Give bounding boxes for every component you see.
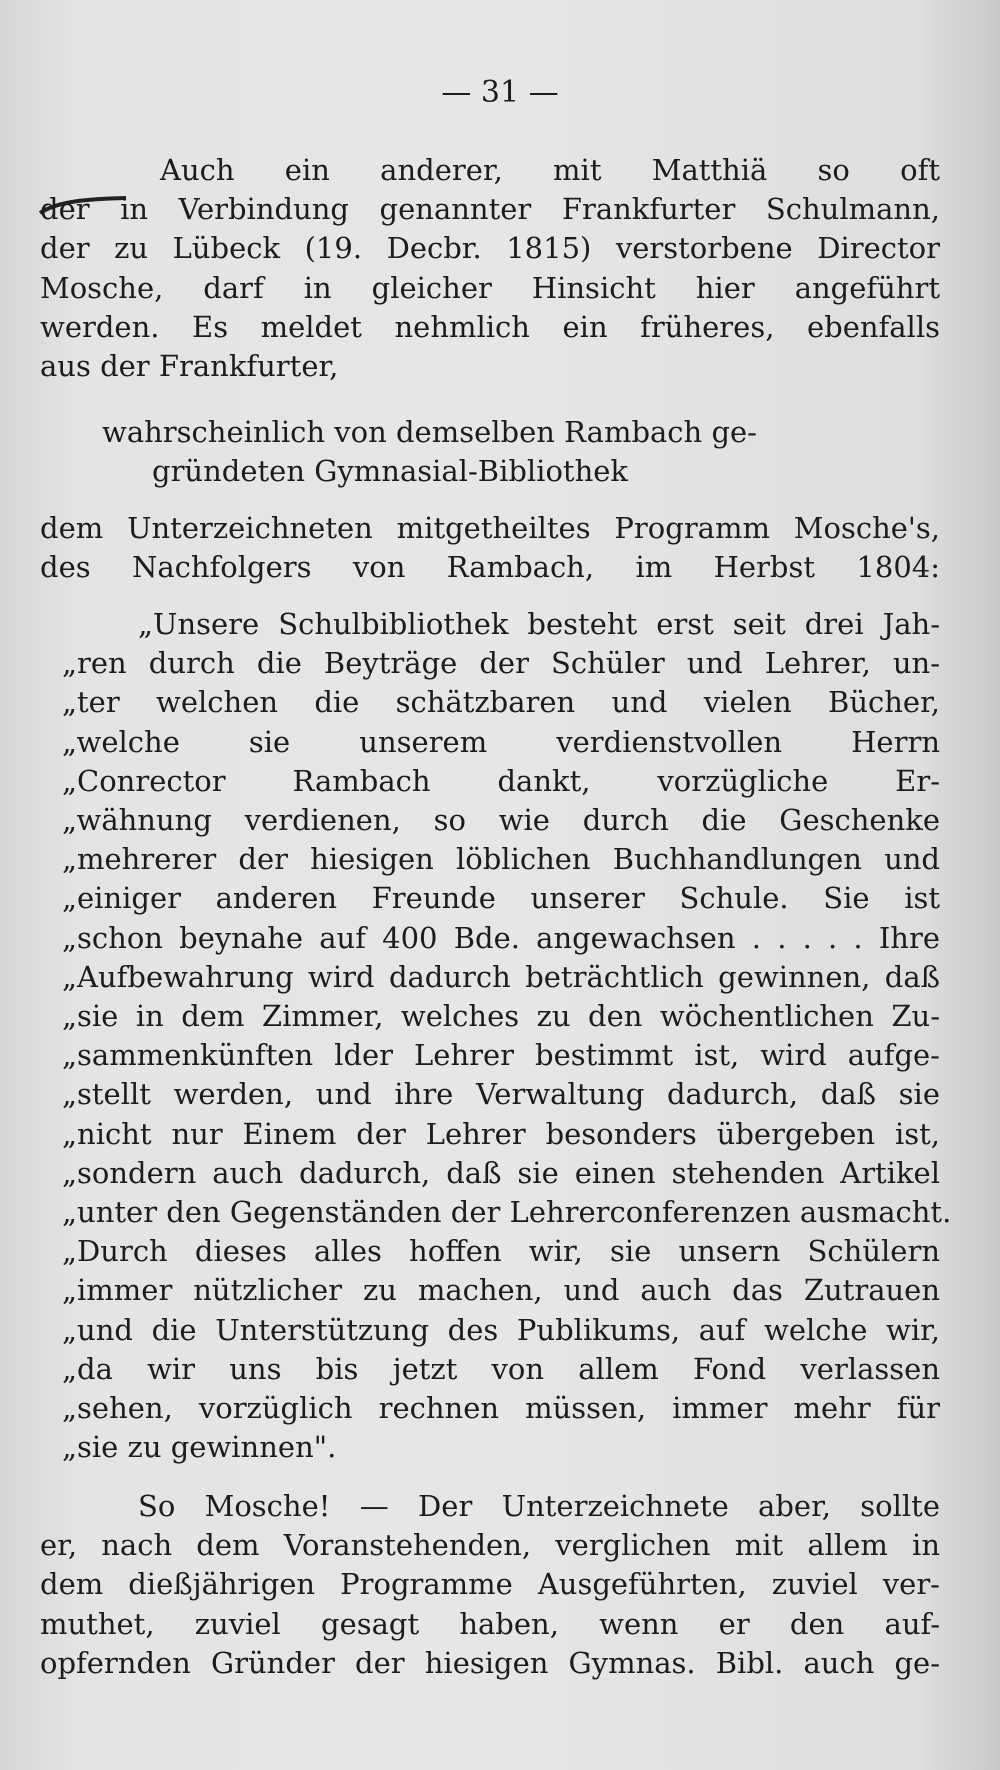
quote-line: „sehen, vorzüglich rechnen müssen, immer mehr für (62, 1391, 940, 1425)
quote-line: „nicht nur Einem der Lehrer besonders übergeben ist, (62, 1117, 940, 1151)
paragraph-1-line: Auch ein anderer, mit Matthiä so oft (160, 153, 940, 187)
paragraph-2-line: des Nachfolgers von Rambach, im Herbst 1804: (40, 550, 940, 584)
quote-line: „immer nützlicher zu machen, und auch das Zutrauen (62, 1273, 940, 1307)
paragraph-3-line: opfernden Gründer der hiesigen Gymnas. Bibl. auch ge- (40, 1646, 940, 1680)
centered-line: gründeten Gymnasial-Bibliothek (152, 454, 628, 488)
paragraph-3-line: dem dießjährigen Programme Ausgeführten, zuviel ver- (40, 1567, 940, 1601)
quote-line: „Conrector Rambach dankt, vorzügliche Er- (62, 764, 940, 798)
quote-line: „sammenkünften lder Lehrer bestimmt ist, wird aufge- (62, 1038, 940, 1072)
paragraph-3-line: muthet, zuviel gesagt haben, wenn er den auf- (40, 1607, 940, 1641)
paragraph-1-line: der in Verbindung genannter Frankfurter Schulmann, (40, 192, 940, 226)
paragraph-3-line: er, nach dem Voranstehenden, verglichen mit allem in (40, 1528, 940, 1562)
quote-line: „Unsere Schulbibliothek besteht erst seit drei Jah- (138, 607, 940, 641)
quote-line: „stellt werden, und ihre Verwaltung dadurch, daß sie (62, 1077, 940, 1111)
quote-line: „da wir uns bis jetzt von allem Fond verlassen (62, 1352, 940, 1386)
paragraph-1-line: werden. Es meldet nehmlich ein früheres, ebenfalls (40, 310, 940, 344)
quote-line: „Aufbewahrung wird dadurch beträchtlich gewinnen, daß (62, 960, 940, 994)
paragraph-1-line: der zu Lübeck (19. Decbr. 1815) verstorbene Director (40, 231, 940, 265)
paragraph-2-line: dem Unterzeichneten mitgetheiltes Programm Mosche's, (40, 511, 940, 545)
quote-line: „sie in dem Zimmer, welches zu den wöchentlichen Zu- (62, 999, 940, 1033)
quote-line: „sie zu gewinnen". (62, 1430, 337, 1464)
quote-line: „ter welchen die schätzbaren und vielen Bücher, (62, 685, 940, 719)
centered-line: wahrscheinlich von demselben Rambach ge- (102, 415, 757, 449)
quote-line: „unter den Gegenständen der Lehrerconferenzen ausmacht. (62, 1195, 952, 1229)
quote-line: „schon beynahe auf 400 Bde. angewachsen . . . . . Ihre (62, 921, 940, 955)
quote-line: „und die Unterstützung des Publikums, auf welche wir, (62, 1313, 940, 1347)
quote-line: „wähnung verdienen, so wie durch die Geschenke (62, 803, 940, 837)
paragraph-3-line: So Mosche! — Der Unterzeichnete aber, sollte (138, 1489, 940, 1523)
page-number: — 31 — (441, 75, 559, 110)
quote-line: „welche sie unserem verdienstvollen Herrn (62, 725, 940, 759)
quote-line: „einiger anderen Freunde unserer Schule. Sie ist (62, 881, 940, 915)
paragraph-1-line: Mosche, darf in gleicher Hinsicht hier angeführt (40, 271, 940, 305)
quote-line: „Durch dieses alles hoffen wir, sie unsern Schülern (62, 1234, 940, 1268)
quote-line: „sondern auch dadurch, daß sie einen stehenden Artikel (62, 1156, 940, 1190)
paragraph-1-line: aus der Frankfurter, (40, 349, 339, 383)
quote-line: „ren durch die Beyträge der Schüler und Lehrer, un- (62, 646, 940, 680)
quote-line: „mehrerer der hiesigen löblichen Buchhandlungen und (62, 842, 940, 876)
